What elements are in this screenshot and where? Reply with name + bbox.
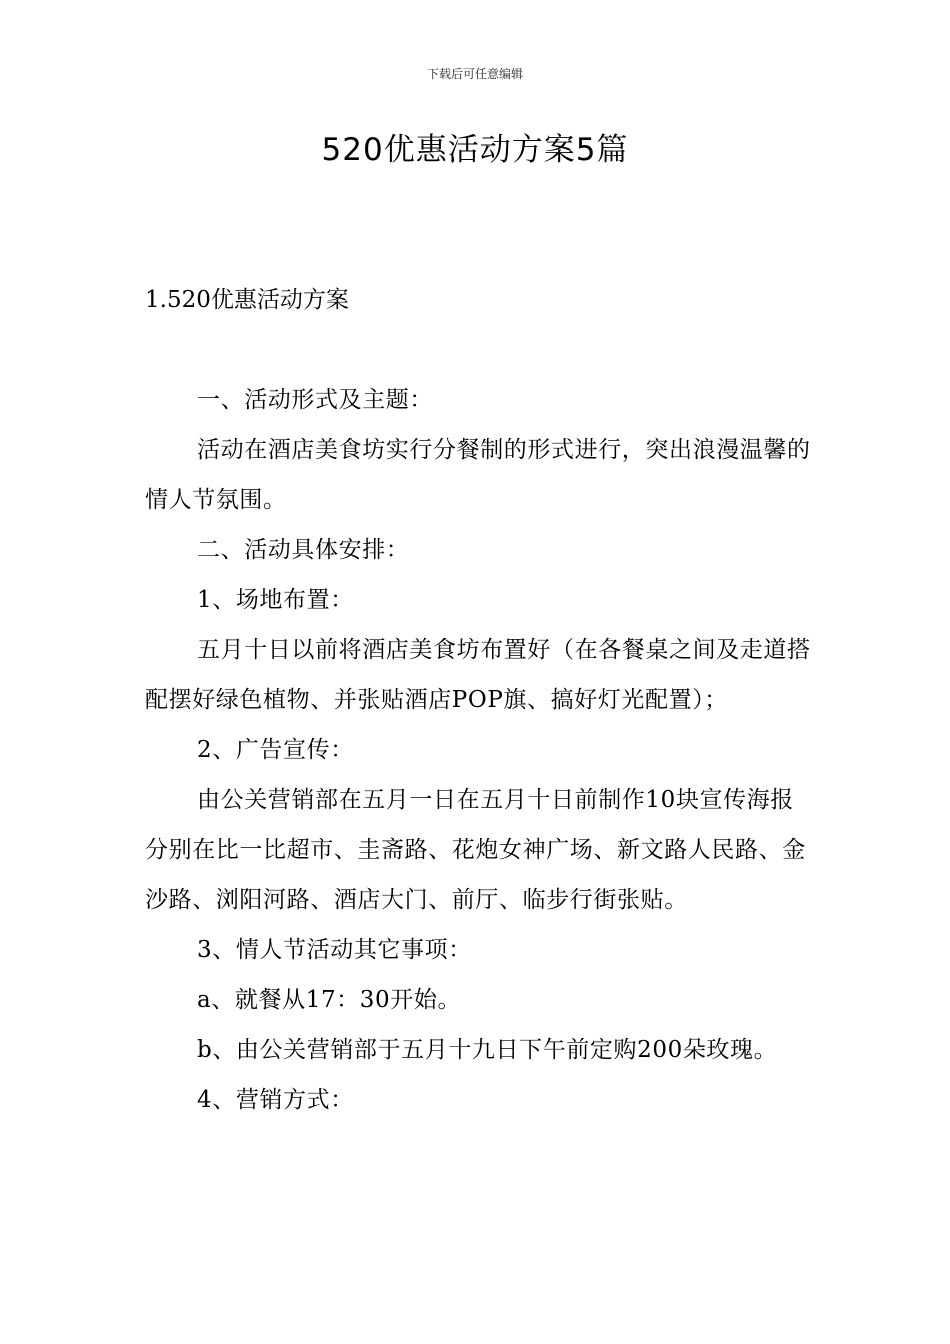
body-text [145, 375, 815, 1125]
section-heading: 1.520优惠活动方案 [145, 287, 349, 313]
paragraph-activity-theme-heading: 一、活动形式及主题： [197, 387, 433, 413]
paragraph-advertising: 由公关营销部在五月一日在五月十日前制作10块宣传海报分别在比一比超市、圭斋路、花炮女神广场、新文路人民路、金沙路、浏阳河路、酒店大门、前厅、临步行街张贴。 [145, 787, 806, 913]
document-title: 520优惠活动方案5篇 [321, 132, 629, 168]
paragraph-activity-theme: 活动在酒店美食坊实行分餐制的形式进行，突出浪漫温馨的情人节氛围。 [145, 437, 811, 513]
page-header-note: 下载后可任意编辑 [426, 67, 523, 81]
paragraph-marketing-heading: 4、营销方式： [197, 1087, 354, 1113]
paragraph-dining-time: a、就餐从17：30开始。 [197, 987, 462, 1013]
paragraph-other-matters-heading: 3、情人节活动其它事项： [197, 937, 472, 963]
paragraph-venue: 五月十日以前将酒店美食坊布置好（在各餐桌之间及走道搭配摆好绿色植物、并张贴酒店POP旗、搞好灯光配置）； [145, 637, 811, 713]
paragraph-roses: b、由公关营销部于五月十九日下午前定购200朵玫瑰。 [197, 1037, 778, 1063]
paragraph-advertising-heading: 2、广告宣传： [197, 737, 354, 763]
paragraph-venue-heading: 1、场地布置： [197, 587, 354, 613]
paragraph-arrangement-heading: 二、活动具体安排： [197, 537, 410, 563]
